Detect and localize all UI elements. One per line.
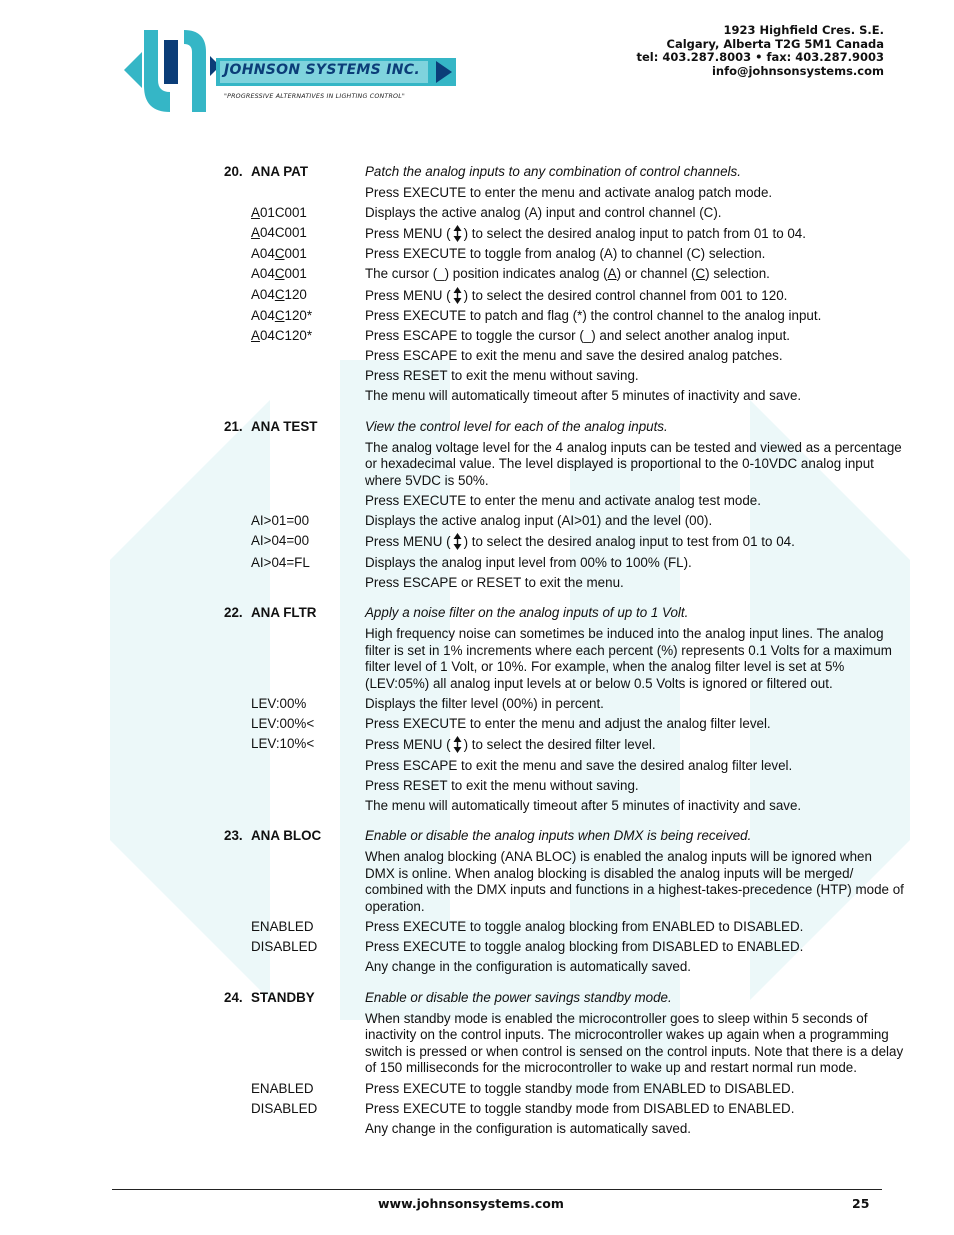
instruction-row (224, 778, 904, 795)
instruction-row (224, 185, 904, 202)
instruction-text: Press RESET to exit the menu without saving. (365, 777, 639, 793)
display-code: A04C001 (251, 246, 307, 262)
instruction-text: Press EXECUTE to patch and flag (*) the control channel to the analog input. (365, 307, 822, 323)
section-title: ANA FLTR (251, 605, 317, 621)
instruction-text: Press ESCAPE to exit the menu and save the desired analog filter level. (365, 757, 793, 773)
display-code: ENABLED (251, 919, 314, 935)
display-code: AI>04=00 (251, 533, 310, 549)
section-description: Patch the analog inputs to any combination of control channels. (365, 164, 741, 179)
display-code: LEV:10%< (251, 736, 315, 752)
footer-website: www.johnsonsystems.com (378, 1196, 564, 1211)
section-number: 22. (224, 605, 243, 621)
display-code: ENABLED (251, 1080, 314, 1096)
instruction-row (224, 440, 904, 490)
instruction-text: Press EXECUTE to toggle analog blocking from DISABLED to ENABLED. (365, 939, 804, 955)
display-code: A04C120* (251, 327, 313, 343)
instruction-text: When analog blocking (ANA BLOC) is enabled the analog inputs will be ignored when DMX is online. When analog blocking is disabled the analog inputs will be merged/ combined with the DMX inputs and functions in a highest-takes-precedence (HTP) mode of operation. (365, 849, 904, 914)
section-heading (224, 164, 904, 181)
instruction-text: High frequency noise can sometimes be induced into the analog input lines. The analog filter is set in 1% increments where each percent (%) represents 0.1 Volts for a maximum filter level of 1 Volt, or 10%. For example, when the analog filter level is set at 5% (LEV:05%) all analog input levels at or below 0.5 Volts is ignored or filtered out. (365, 625, 892, 691)
instruction-row (224, 1081, 904, 1098)
instruction-row (224, 533, 904, 551)
section-description: Apply a noise filter on the analog inputs of up to 1 Volt. (365, 605, 689, 621)
instruction-row (224, 1011, 904, 1077)
instruction-row (224, 555, 904, 572)
instruction-text: Displays the filter level (00%) in percent. (365, 695, 604, 711)
display-code: A04C001 (251, 266, 307, 282)
address-phone-fax: tel: 403.287.8003 • fax: 403.287.9003 (636, 50, 884, 65)
instruction-text: The menu will automatically timeout after 5 minutes of inactivity and save. (365, 388, 802, 404)
instruction-row (224, 225, 904, 243)
instruction-text: Displays the active analog (A) input and control channel (C). (365, 204, 722, 220)
up-down-arrows-icon (453, 287, 462, 304)
instruction-text: Displays the active analog input (AI>01) and the level (00). (365, 513, 713, 529)
address-city: Calgary, Alberta T2G 5M1 Canada (666, 36, 884, 51)
display-code: DISABLED (251, 1100, 318, 1116)
section-description: View the control level for each of the analog inputs. (365, 419, 668, 435)
instruction-text: Any change in the configuration is automatically saved. (365, 1120, 692, 1136)
instruction-text: Press EXECUTE to toggle analog blocking from ENABLED to DISABLED. (365, 919, 804, 935)
display-code: AI>04=FL (251, 554, 310, 570)
instruction-row (224, 328, 904, 345)
instruction-text: Press EXECUTE to toggle standby mode from ENABLED to DISABLED. (365, 1080, 795, 1096)
instruction-row (224, 308, 904, 325)
instruction-row (224, 513, 904, 530)
instruction-text: Press EXECUTE to toggle from analog (A) to channel (C) selection. (365, 246, 766, 262)
instruction-text: Displays the analog input level from 00% to 100% (FL). (365, 554, 692, 570)
section-number: 20. (224, 164, 243, 179)
instruction-text: Press ESCAPE or RESET to exit the menu. (365, 574, 624, 590)
instruction-row (224, 287, 904, 305)
section-title: ANA BLOC (251, 828, 322, 844)
instruction-text: Press ESCAPE to exit the menu and save the desired analog patches. (365, 348, 783, 364)
instruction-text: Any change in the configuration is automatically saved. (365, 959, 692, 975)
instruction-text: Press RESET to exit the menu without saving. (365, 368, 639, 384)
display-code: A04C120 (251, 286, 307, 302)
instruction-text: Press MENU ( ) to select the desired control channel from 001 to 120. (365, 287, 788, 303)
section-number: 24. (224, 990, 243, 1005)
section-heading (224, 605, 904, 622)
section-standby (224, 990, 904, 1138)
instruction-row (224, 575, 904, 592)
instruction-text: Press EXECUTE to enter the menu and activate analog patch mode. (365, 184, 773, 200)
section-number: 23. (224, 828, 243, 844)
instruction-row (224, 1121, 904, 1138)
display-code: A01C001 (251, 204, 307, 220)
section-description: Enable or disable the analog inputs when DMX is being received. (365, 828, 752, 844)
address-email: info@johnsonsystems.com (711, 63, 884, 78)
instruction-text: Press MENU ( ) to select the desired analog input to test from 01 to 04. (365, 534, 795, 550)
section-heading (224, 419, 904, 436)
display-code: DISABLED (251, 939, 318, 955)
footer-divider (112, 1189, 882, 1190)
instruction-text: The cursor (_) position indicates analog (A) or channel (C) selection. (365, 266, 770, 282)
display-code: LEV:00% (251, 695, 307, 711)
company-name: JOHNSON SYSTEMS INC. (224, 62, 420, 78)
instruction-row (224, 716, 904, 733)
instruction-row (224, 939, 904, 956)
instruction-text: The menu will automatically timeout after 5 minutes of inactivity and save. (365, 797, 802, 813)
section-title: ANA TEST (251, 419, 318, 435)
instruction-row (224, 626, 904, 692)
company-address (637, 24, 885, 78)
brand-banner (216, 58, 456, 86)
section-title: ANA PAT (251, 164, 309, 179)
display-code: A04C120* (251, 307, 313, 323)
instruction-row (224, 736, 904, 754)
instruction-row (224, 388, 904, 405)
up-down-arrows-icon (453, 225, 462, 242)
section-description: Enable or disable the power savings standby mode. (365, 990, 672, 1005)
instruction-row (224, 266, 904, 283)
js-logo-icon (124, 26, 220, 116)
instruction-text: Press EXECUTE to toggle standby mode from DISABLED to ENABLED. (365, 1100, 795, 1116)
instruction-text: Press MENU ( ) to select the desired analog input to patch from 01 to 04. (365, 225, 806, 241)
instruction-row (224, 959, 904, 976)
section-number: 21. (224, 419, 243, 435)
instruction-text: When standby mode is enabled the microcontroller goes to sleep within 5 seconds of inactivity on the control inputs. The microcontroller wakes up again when a programming switch is pressed or when control is sensed on the control inputs. Note that there is a delay of 150 milliseconds for the microcontroller to wake up and restart normal run mode. (365, 1010, 904, 1076)
instruction-row (224, 368, 904, 385)
instruction-row (224, 758, 904, 775)
instruction-row (224, 849, 904, 915)
company-tagline: "PROGRESSIVE ALTERNATIVES IN LIGHTING CONTROL" (224, 93, 405, 100)
section-heading (224, 828, 904, 845)
instruction-row (224, 205, 904, 222)
instruction-row (224, 246, 904, 263)
company-logo (124, 26, 464, 116)
instruction-row (224, 696, 904, 713)
instruction-row (224, 348, 904, 365)
instruction-row (224, 798, 904, 815)
section-ana-fltr (224, 605, 904, 814)
instruction-text: The analog voltage level for the 4 analog inputs can be tested and viewed as a percentage or hexadecimal value. The level displayed is proportional to the 0-10VDC analog input where 5VDC is 50%. (365, 439, 902, 488)
up-down-arrows-icon (453, 533, 462, 550)
display-code: A04C001 (251, 224, 307, 240)
section-ana-test (224, 419, 904, 591)
section-title: STANDBY (251, 990, 315, 1005)
instruction-row (224, 493, 904, 510)
instruction-row (224, 919, 904, 936)
address-street: 1923 Highfield Cres. S.E. (723, 23, 884, 37)
section-ana-pat (224, 164, 904, 405)
instruction-text: Press EXECUTE to enter the menu and activate analog test mode. (365, 493, 761, 509)
instruction-text: Press MENU ( ) to select the desired filter level. (365, 737, 656, 753)
display-code: AI>01=00 (251, 513, 310, 529)
up-down-arrows-icon (453, 736, 462, 753)
section-heading (224, 990, 904, 1007)
instruction-text: Press ESCAPE to toggle the cursor (_) and select another analog input. (365, 327, 791, 343)
page-number: 25 (852, 1196, 870, 1211)
instruction-text: Press EXECUTE to enter the menu and adjust the analog filter level. (365, 716, 771, 732)
section-ana-bloc (224, 828, 904, 976)
instruction-row (224, 1101, 904, 1118)
arrow-right-icon (436, 61, 452, 83)
display-code: LEV:00%< (251, 716, 315, 732)
manual-content (224, 164, 904, 1152)
